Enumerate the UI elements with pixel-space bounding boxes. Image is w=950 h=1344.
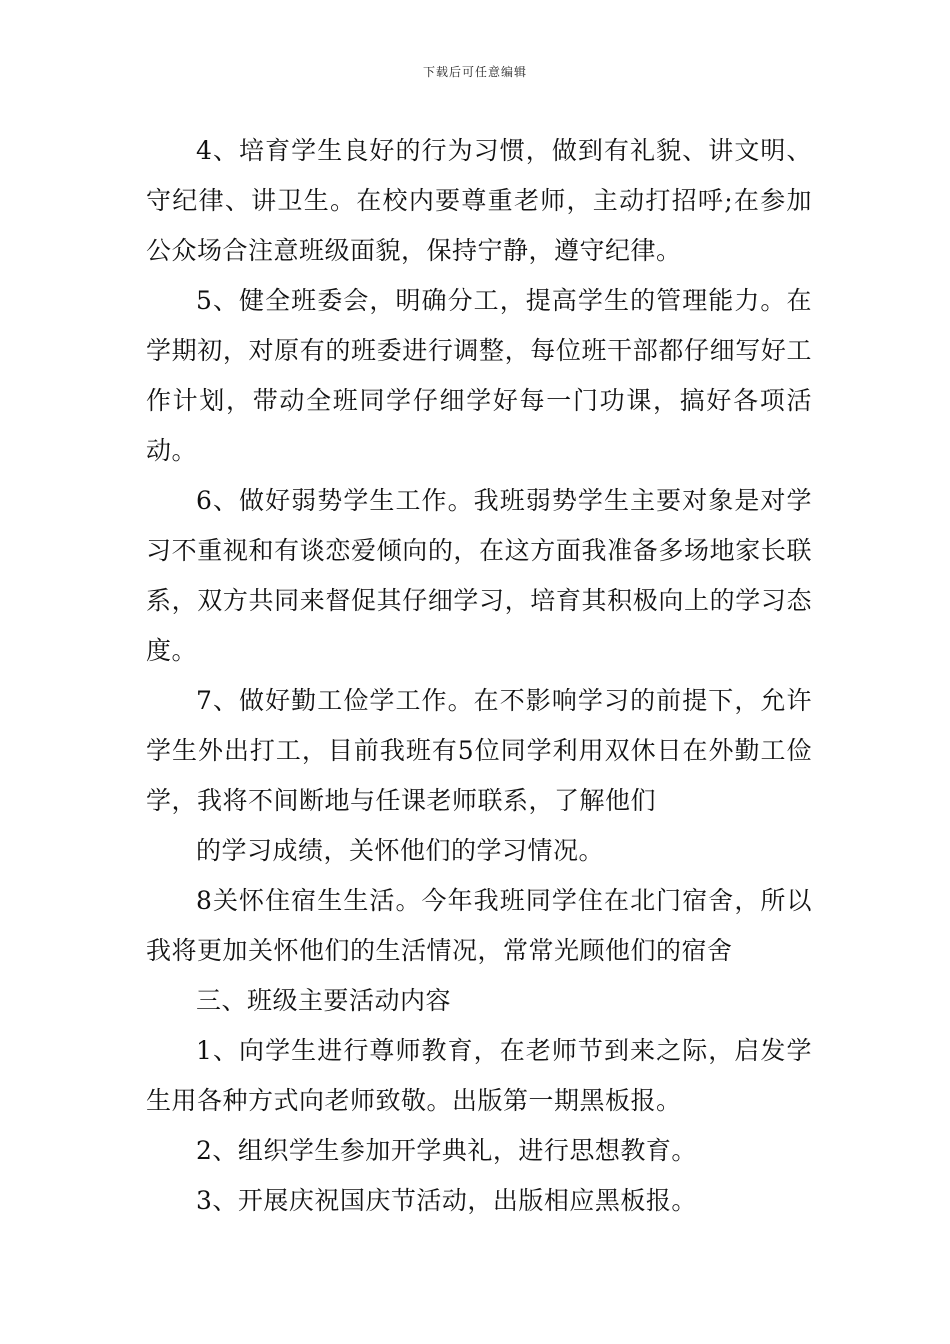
- paragraph-item-7: 7、做好勤工俭学工作。在不影响学习的前提下，允许学生外出打工，目前我班有5位同学利用双休日在外勤工俭学，我将不间断地与任课老师联系，了解他们: [146, 686, 812, 815]
- activity-item-3: 3、开展庆祝国庆节活动，出版相应黑板报。: [196, 1186, 697, 1215]
- page-header-note: 下载后可任意编辑: [422, 65, 527, 79]
- activity-item-1: 1、向学生进行尊师教育，在老师节到来之际，启发学生用各种方式向老师致敬。出版第一期黑板报。: [146, 1036, 812, 1115]
- activity-item-2: 2、组织学生参加开学典礼，进行思想教育。: [196, 1136, 697, 1165]
- paragraph-item-4: 4、培育学生良好的行为习惯，做到有礼貌、讲文明、守纪律、讲卫生。在校内要尊重老师，主动打招呼;在参加公众场合注意班级面貌，保持宁静，遵守纪律。: [146, 136, 812, 265]
- paragraph-item-7-continued: 的学习成绩，关怀他们的学习情况。: [196, 836, 605, 865]
- paragraph-item-6: 6、做好弱势学生工作。我班弱势学生主要对象是对学习不重视和有谈恋爱倾向的，在这方面我准备多场地家长联系，双方共同来督促其仔细学习，培育其积极向上的学习态度。: [146, 486, 812, 665]
- paragraph-item-8: 8关怀住宿生生活。今年我班同学住在北门宿舍，所以我将更加关怀他们的生活情况，常常光顾他们的宿舍: [146, 886, 812, 965]
- paragraph-item-5: 5、健全班委会，明确分工，提高学生的管理能力。在学期初，对原有的班委进行调整，每位班干部都仔细写好工作计划，带动全班同学仔细学好每一门功课，搞好各项活动。: [146, 286, 812, 465]
- section-heading-3: 三、班级主要活动内容: [196, 986, 452, 1015]
- document-body: [146, 126, 812, 1226]
